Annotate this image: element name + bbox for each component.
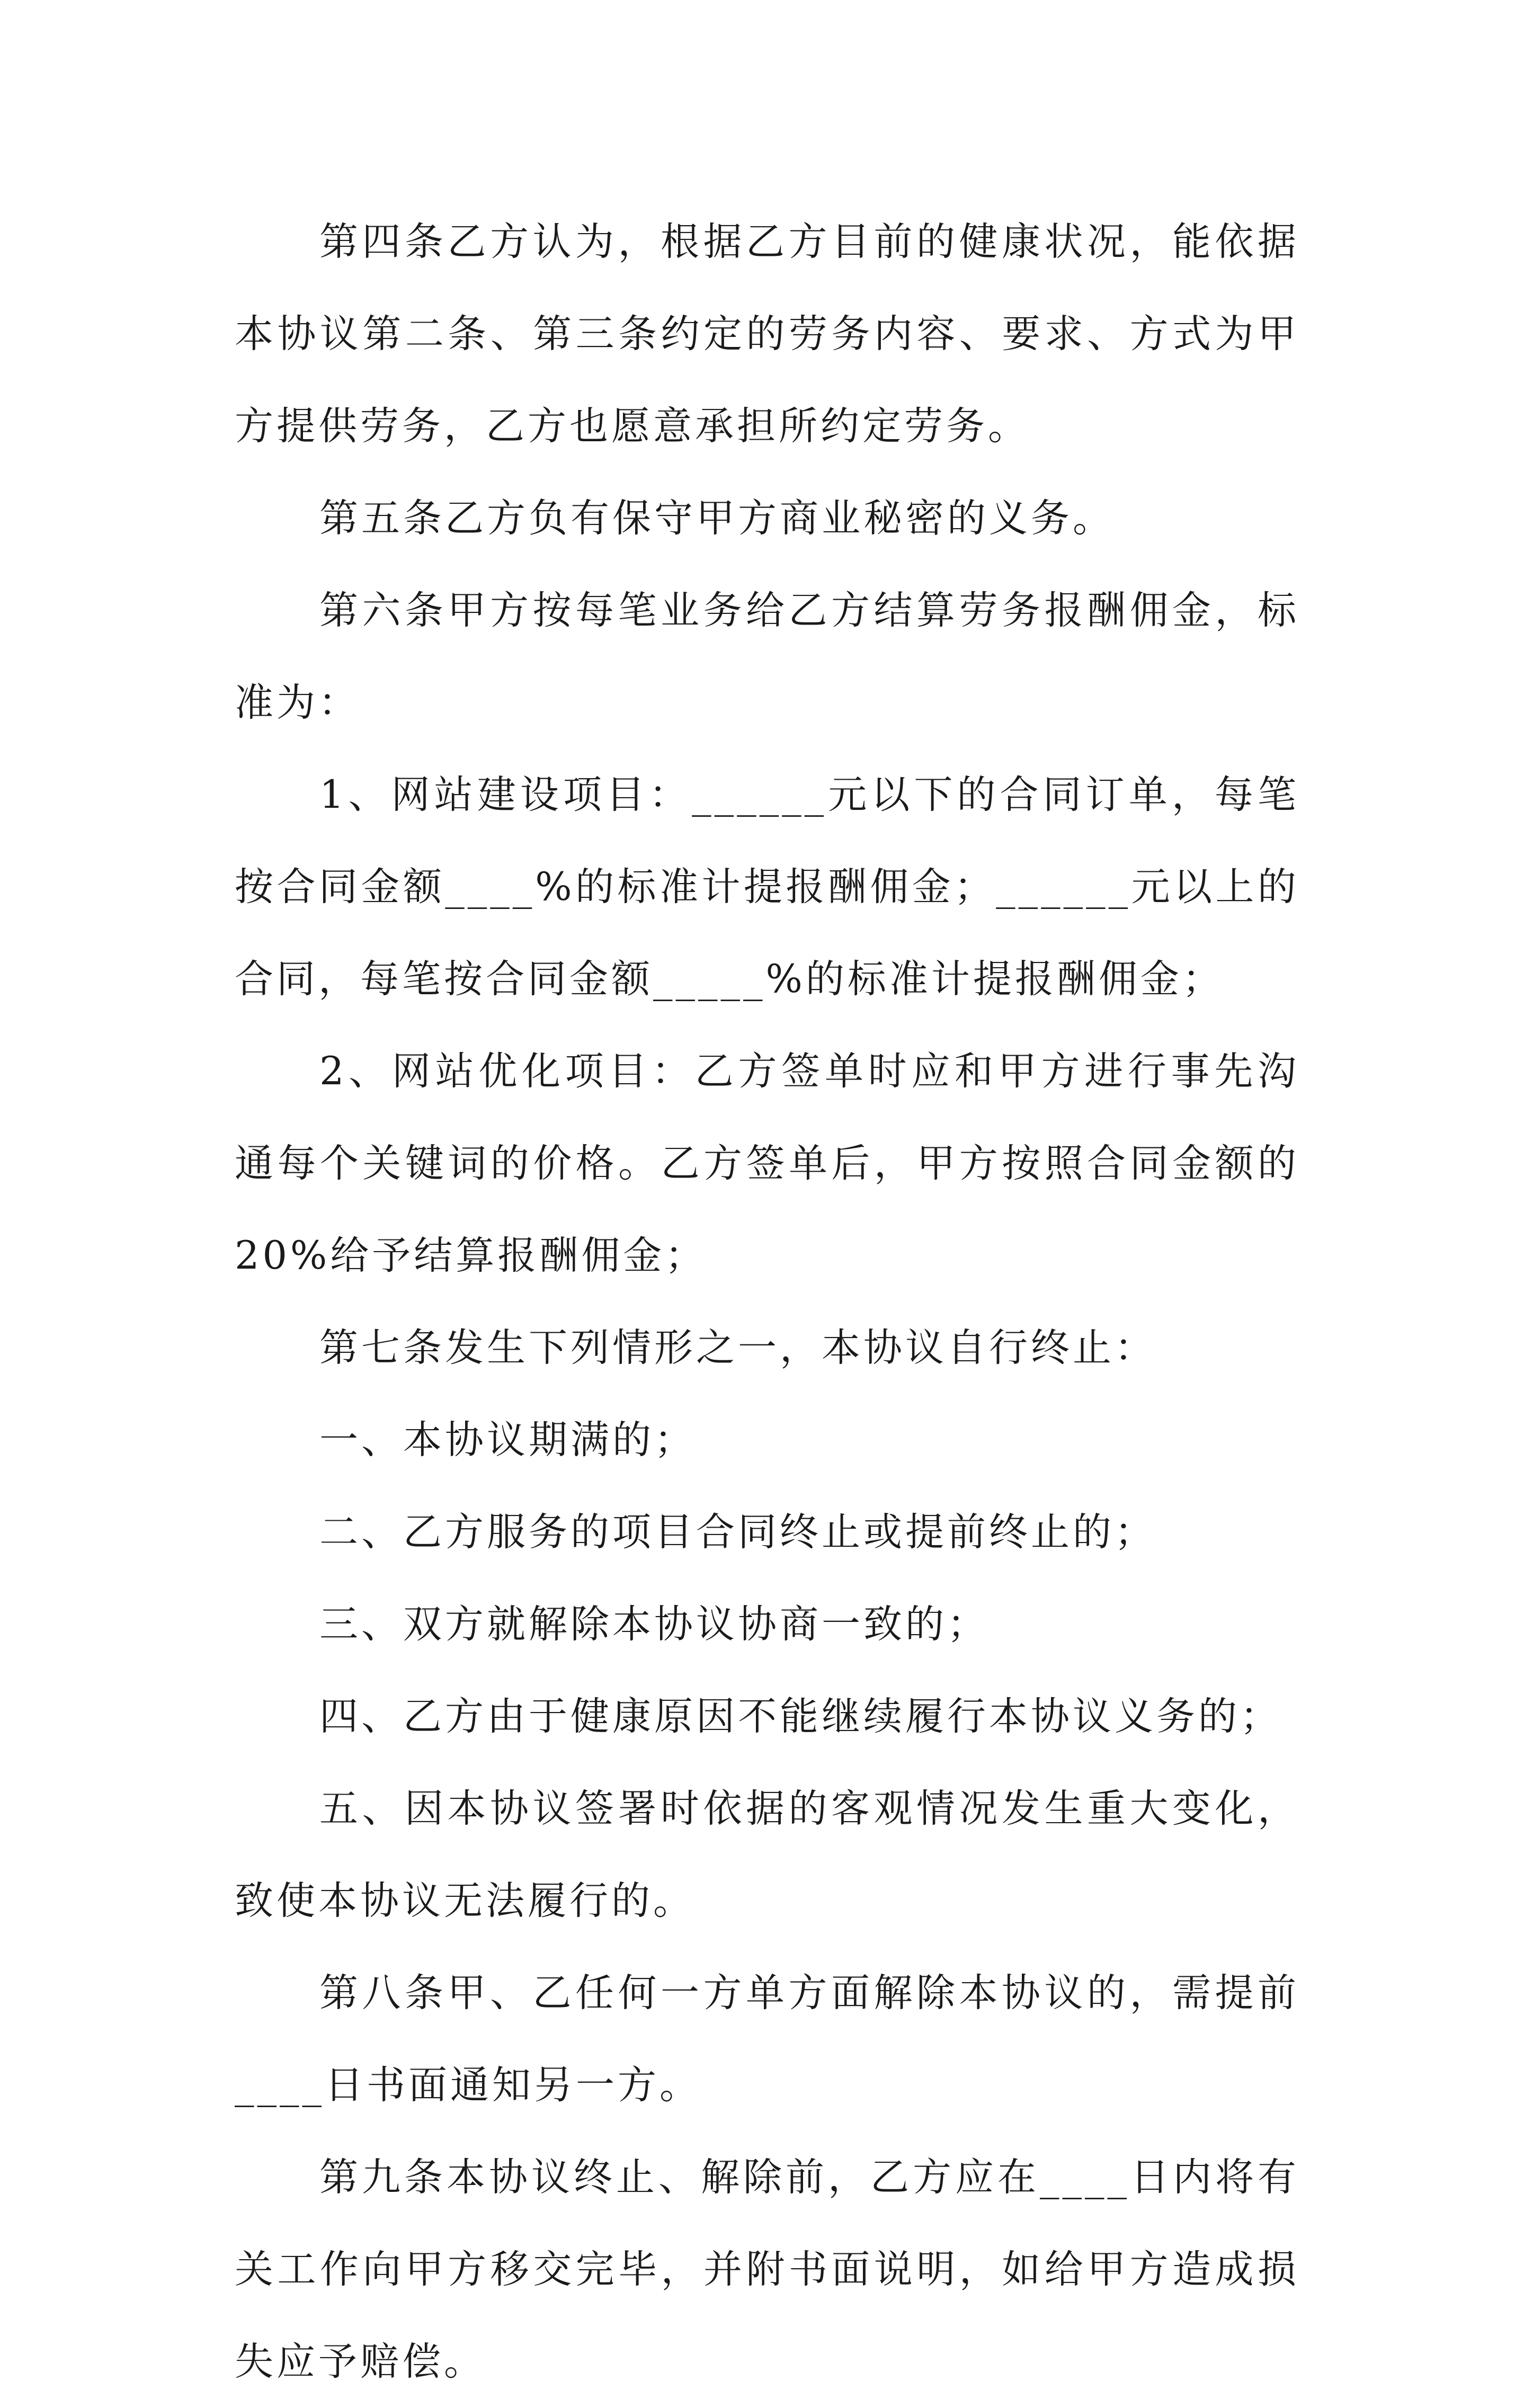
paragraph-termination-2: 二、乙方服务的项目合同终止或提前终止的； — [319, 1510, 1156, 1555]
paragraph-item-website-optimization: 2、网站优化项目：乙方签单时应和甲方进行事先沟通每个关键词的价格。乙方签单后，甲方按照合同金额的20%给予结算报酬佣金； — [235, 1049, 1299, 1278]
paragraph-article-7: 第七条发生下列情形之一，本协议自行终止： — [319, 1325, 1156, 1370]
paragraph-article-6: 第六条甲方按每笔业务给乙方结算劳务报酬佣金，标准为： — [235, 588, 1299, 725]
paragraph-termination-1: 一、本协议期满的； — [319, 1417, 696, 1462]
paragraph-item-website-build: 1、网站建设项目：______元以下的合同订单，每笔按合同金额____%的标准计提报酬佣金；______元以上的合同，每笔按合同金额_____%的标准计提报酬佣金； — [235, 772, 1299, 1002]
paragraph-article-8: 第八条甲、乙任何一方单方面解除本协议的，需提前____日书面通知另一方。 — [235, 1970, 1299, 2108]
document-body — [235, 196, 1299, 2408]
paragraph-termination-5: 五、因本协议签署时依据的客观情况发生重大变化，致使本协议无法履行的。 — [235, 1786, 1299, 1923]
paragraph-termination-4: 四、乙方由于健康原因不能继续履行本协议义务的； — [319, 1694, 1282, 1739]
paragraph-termination-3: 三、双方就解除本协议协商一致的； — [319, 1602, 989, 1647]
paragraph-article-5: 第五条乙方负有保守甲方商业秘密的义务。 — [319, 496, 1115, 541]
paragraph-article-9: 第九条本协议终止、解除前，乙方应在____日内将有关工作向甲方移交完毕，并附书面说明，如给甲方造成损失应予赔偿。 — [235, 2155, 1299, 2384]
paragraph-article-4: 第四条乙方认为，根据乙方目前的健康状况，能依据本协议第二条、第三条约定的劳务内容、要求、方式为甲方提供劳务，乙方也愿意承担所约定劳务。 — [235, 219, 1299, 449]
